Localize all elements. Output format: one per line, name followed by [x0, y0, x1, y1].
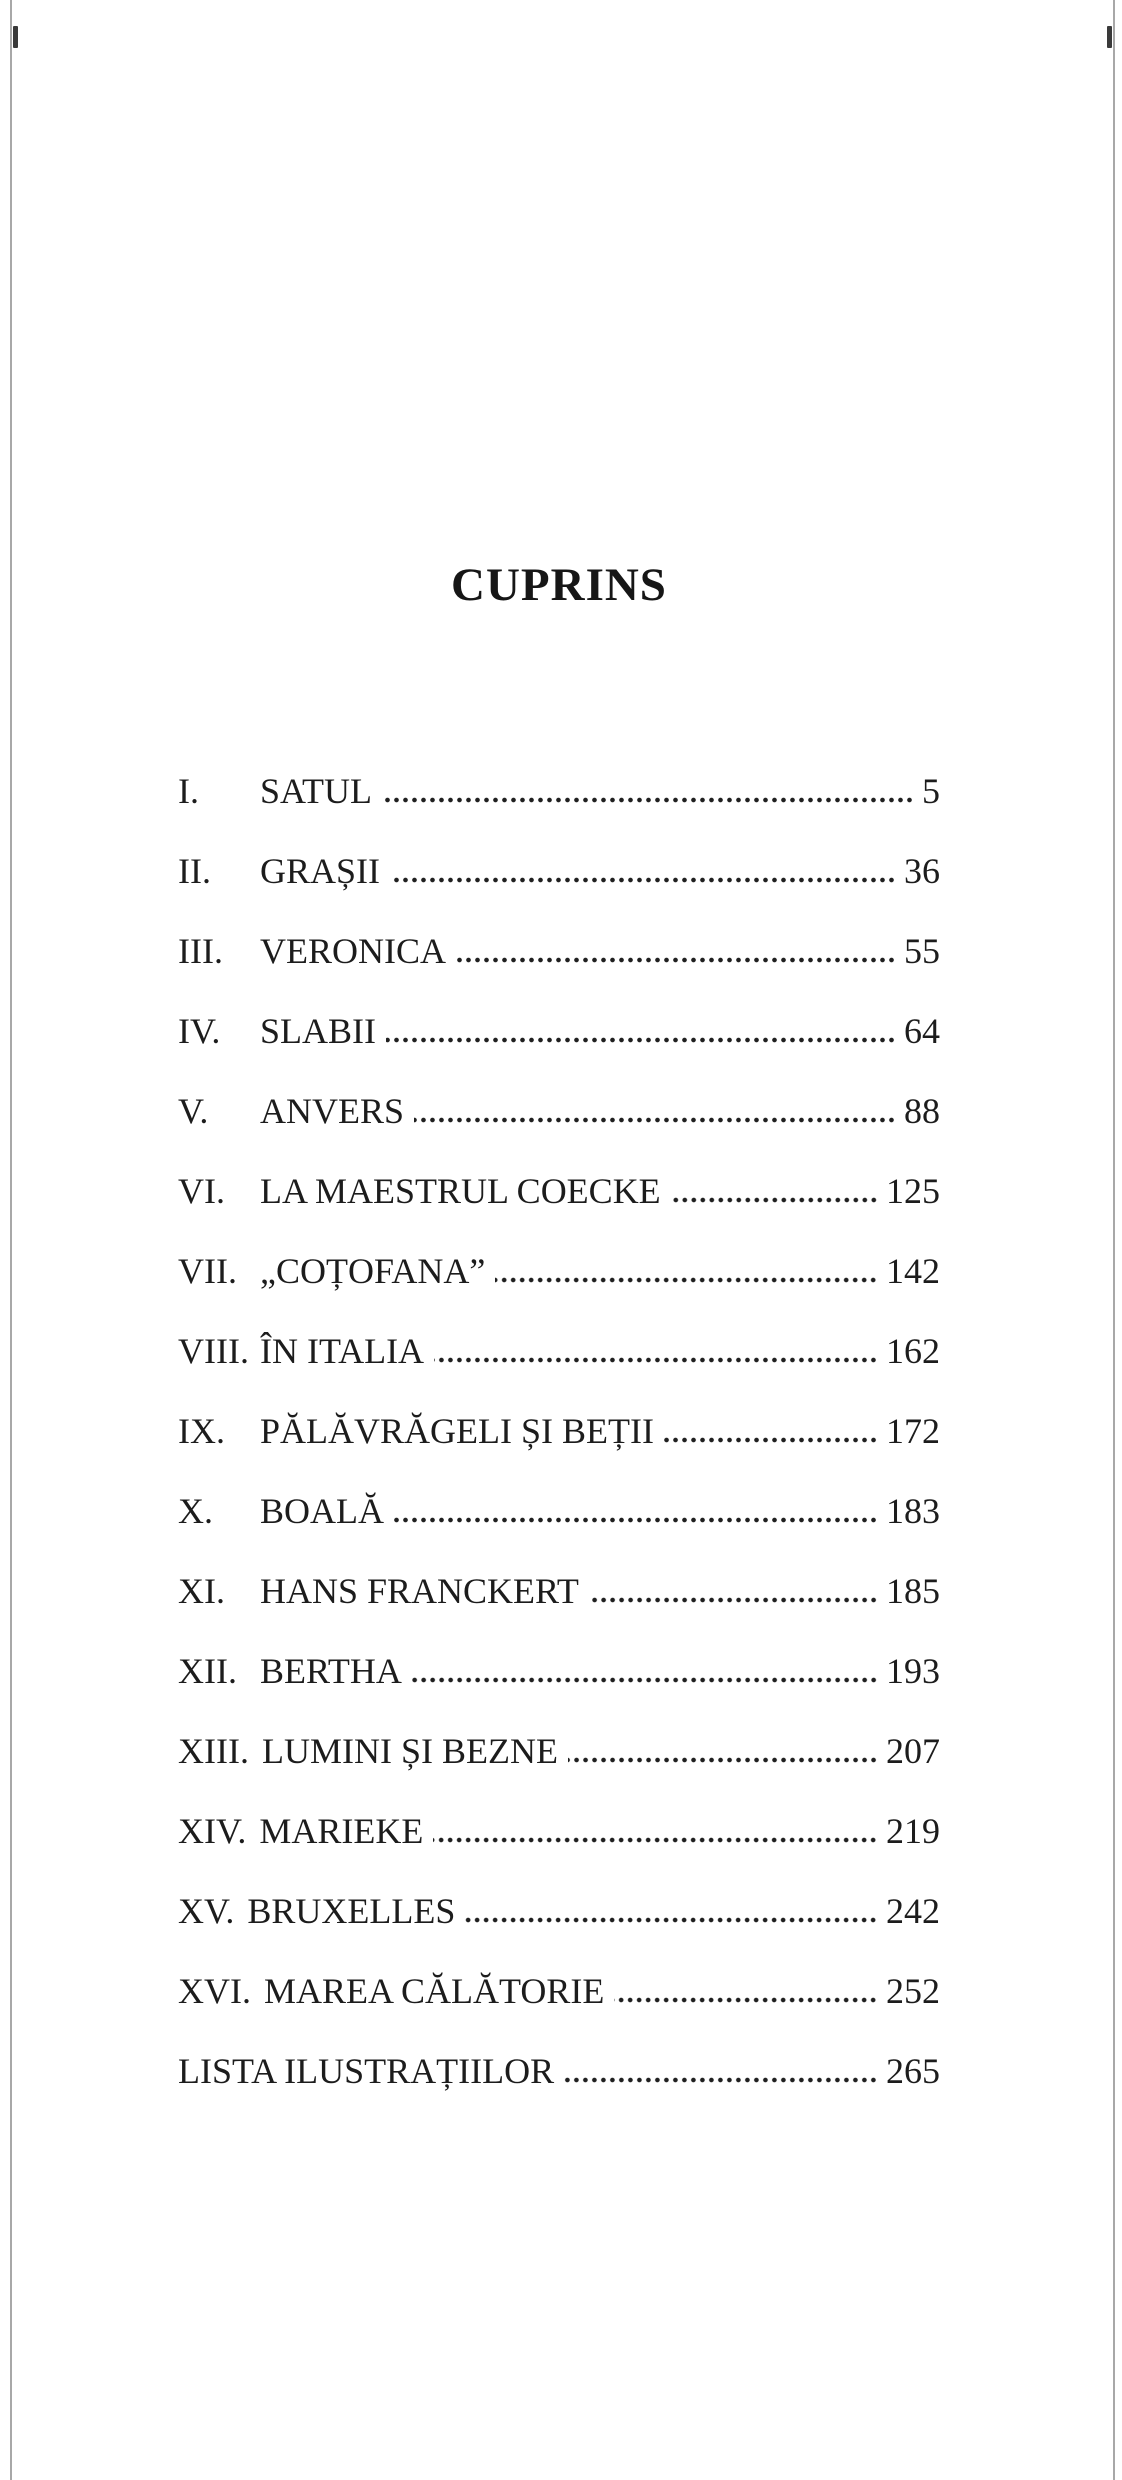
dot-leader — [664, 1437, 878, 1443]
toc-entry — [178, 1730, 940, 1810]
toc-entry — [178, 770, 940, 850]
chapter-numeral: XIII. — [178, 1731, 249, 1771]
chapter-title: PĂLĂVRĂGELI ȘI BEȚII — [260, 1411, 654, 1451]
dot-leader — [456, 957, 896, 963]
toc-entry — [178, 1250, 940, 1330]
toc-entry — [178, 930, 940, 1010]
page-edge-line-right — [1113, 0, 1115, 2480]
page-number: 185 — [886, 1571, 940, 1611]
chapter-numeral: IV. — [178, 1011, 221, 1051]
page-number: 55 — [904, 931, 940, 971]
dot-leader — [589, 1597, 878, 1603]
chapter-numeral: XV. — [178, 1891, 235, 1931]
chapter-numeral: VIII. — [178, 1331, 249, 1371]
dot-leader — [414, 1117, 896, 1123]
chapter-numeral: XVI. — [178, 1971, 251, 2011]
toc-entry — [178, 1570, 940, 1650]
chapter-title: ANVERS — [260, 1091, 405, 1131]
chapter-title: GRAȘII — [260, 851, 381, 891]
dot-leader — [495, 1277, 878, 1283]
scan-mark-top-left — [13, 26, 18, 48]
dot-leader — [434, 1357, 878, 1363]
chapter-numeral: II. — [178, 851, 211, 891]
chapter-title: MAREA CĂLĂTORIE — [263, 1971, 605, 2011]
chapter-title: BERTHA — [260, 1651, 402, 1691]
toc-entries — [178, 770, 940, 2130]
chapter-numeral: VII. — [178, 1251, 237, 1291]
toc-entry — [178, 1330, 940, 1410]
chapter-title: LUMINI ȘI BEZNE — [261, 1731, 558, 1771]
page-number: 207 — [886, 1731, 940, 1771]
toc-entry — [178, 1170, 940, 1250]
page-number: 193 — [886, 1651, 940, 1691]
page-number: 265 — [886, 2051, 940, 2091]
toc-entry — [178, 1090, 940, 1170]
page-number: 162 — [886, 1331, 940, 1371]
page-number: 88 — [904, 1091, 940, 1131]
chapter-numeral: IX. — [178, 1411, 225, 1451]
chapter-numeral: X. — [178, 1491, 213, 1531]
chapter-numeral: XII. — [178, 1651, 237, 1691]
dot-leader — [433, 1837, 878, 1843]
chapter-title: „COȚOFANA” — [260, 1251, 486, 1291]
chapter-numeral: I. — [178, 771, 199, 811]
dot-leader — [394, 1517, 878, 1523]
chapter-title: BRUXELLES — [247, 1891, 456, 1931]
toc-entry — [178, 850, 940, 930]
page-edge-line-left — [10, 0, 12, 2480]
chapter-title: SLABII — [260, 1011, 376, 1051]
page-number: 242 — [886, 1891, 940, 1931]
chapter-title: LISTA ILUSTRAȚIILOR — [178, 2051, 555, 2091]
dot-leader — [382, 797, 914, 803]
page-number: 5 — [922, 771, 940, 811]
toc-entry — [178, 1650, 940, 1730]
chapter-title: SATUL — [260, 771, 373, 811]
table-of-contents — [178, 559, 940, 2130]
dot-leader — [568, 1757, 878, 1763]
chapter-numeral: XIV. — [178, 1811, 247, 1851]
chapter-title: ÎN ITALIA — [260, 1331, 425, 1371]
chapter-title: HANS FRANCKERT — [260, 1571, 579, 1611]
dot-leader — [386, 1037, 896, 1043]
dot-leader — [465, 1917, 878, 1923]
toc-entry — [178, 1970, 940, 2050]
toc-entry — [178, 1490, 940, 1570]
dot-leader — [614, 1997, 878, 2003]
dot-leader — [671, 1197, 878, 1203]
chapter-title: BOALĂ — [260, 1491, 384, 1531]
chapter-title: VERONICA — [260, 931, 446, 971]
page-number: 64 — [904, 1011, 940, 1051]
toc-entry — [178, 2050, 940, 2130]
dot-leader — [564, 2077, 878, 2083]
toc-entry — [178, 1810, 940, 1890]
toc-entry — [178, 1010, 940, 1090]
page-number: 36 — [904, 851, 940, 891]
page-title: CUPRINS — [451, 559, 667, 611]
page-number: 142 — [886, 1251, 940, 1291]
scan-mark-top-right — [1107, 26, 1112, 48]
page-number: 172 — [886, 1411, 940, 1451]
page-number: 125 — [886, 1171, 940, 1211]
chapter-numeral: XI. — [178, 1571, 225, 1611]
chapter-title: MARIEKE — [259, 1811, 424, 1851]
page-number: 183 — [886, 1491, 940, 1531]
chapter-numeral: III. — [178, 931, 223, 971]
chapter-numeral: VI. — [178, 1171, 225, 1211]
chapter-numeral: V. — [178, 1091, 209, 1131]
page-number: 219 — [886, 1811, 940, 1851]
dot-leader — [390, 877, 896, 883]
toc-entry — [178, 1410, 940, 1490]
dot-leader — [412, 1677, 878, 1683]
page-number: 252 — [886, 1971, 940, 2011]
chapter-title: LA MAESTRUL COECKE — [260, 1171, 661, 1211]
toc-entry — [178, 1890, 940, 1970]
